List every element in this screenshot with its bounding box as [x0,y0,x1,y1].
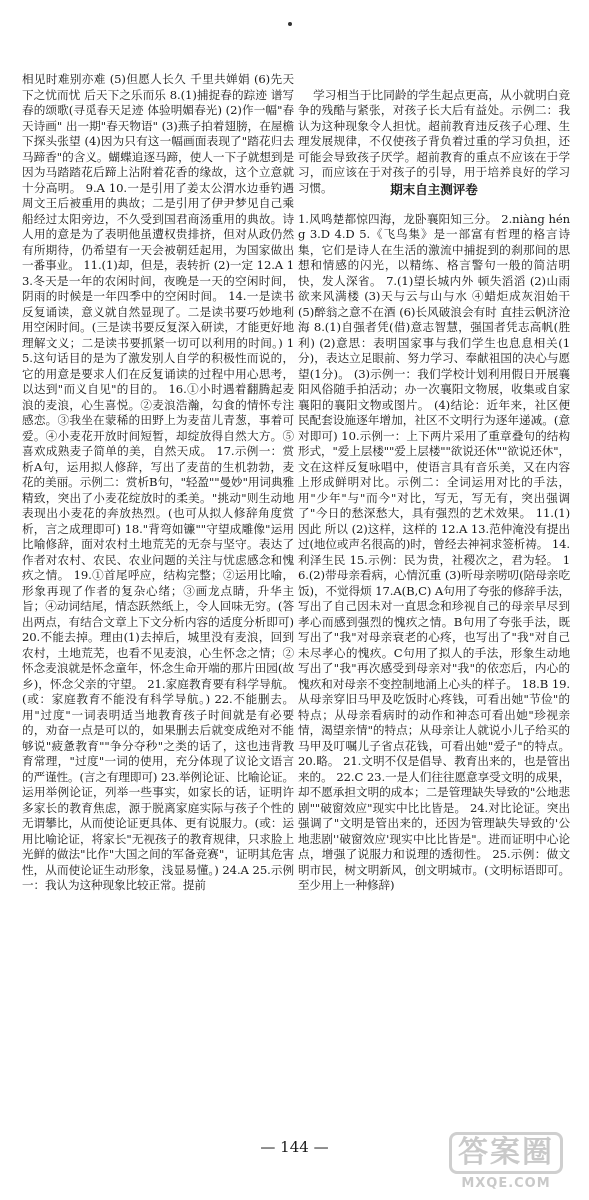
top-mark [288,22,292,26]
right-column-body: 学习相当于比同龄的学生起点更高，从小就明白竞争的残酷与紧张，对孩子长大后有益处。示例二：我认为这种现象令人担忧。超前教育违反孩子心理、生理发展规律，不仅使孩子背负着过重的学习负担，还可能会导致孩子厌学。超前教育的重点不应该在于学习，而应该在于对孩子的引导，用于培养良好的学习习惯。 1.风鸣楚都惊四海，龙卧襄阳知三分。 2.niàng héng 3.D 4.D 5.《飞鸟集》是一部富有哲理的格言诗集，它们是诗人在生活的激流中捕捉到的刹那间的思想和情感的闪光，以精练、格言警句一般的简洁明快，发人深省。 7.(1)望长城内外 顿失滔滔 (2)山雨欲来风满楼 (3)天与云与山与水 ④蜡炬成灰泪始干 (5)醉翁之意不在酒 (6)长风破浪会有时 直挂云帆济沧海 8.(1)自强者凭(借)意志智慧，强国者凭志高帆(胜利) (2)意思：表明国家事与我们学生也息息相关(1分)，表达立足眼前、努力学习、奉献祖国的决心与愿望(1分)。 (3)示例一：我们学校计划利用假日开展襄阳风俗随手拍活动；办一次襄阳文物展，收集或自家襄阳的襄阳文物或图片。 (4)结论：近年来，社区便民配套设施逐年增加，社区不文明行为逐年递减。(意对即可) 10.示例一：上下两片采用了重章叠句的结构形式，"爱上层楼""爱上层楼""欲说还休""欲说还休"，文在这样反复咏唱中，使语言具有音乐美，又在内容上形成鲜明对比。示例二：全词运用对比的手法，用"少年"与"而今"对比，写无，写无有，突出强调了"今日的愁深愁大，具有强烈的艺术效果。 11.(1)因此 所以 (2)这样，这样的 12.A 13.范仲淹没有提出过(地位或声名很高的)时，曾经去神祠求签析祷。 14.利泽生民 15.示例：民为贵，社稷次之，君为轻。 16.(2)带母亲看病，心情沉重 (3)听母亲唠叨(陪母亲吃饭)，不觉得烦 17.A(B,C) A句用了夸张的修辞手法，写出了自己因未对一直思念和珍视自己的母亲早尽到孝心而感到强烈的愧疚之情。B句用了夸张手法，既写出了"我"对母亲衰老的心疼，也写出了"我"对自己未尽孝心的愧疚。C句用了拟人的手法，形象生动地写出了"我"再次感受到母亲对"我"的依恋后，内心的愧疚和对母亲不变控制地涌上心头的样子。 18.B 19.从母亲穿旧马甲及吃饭时心疼钱，可看出她"节俭"的特点；从母亲看病时的动作和神态可看出她"珍视亲情，渴望亲情"的特点；从母亲让人就说小儿子给买的马甲及叮嘱儿子省点花钱，可看出她"爱子"的特点。 20.略。 21.文明不仅是倡导、教育出来的，也是管出来的。 22.C 23.一是人们往往愿意享受文明的成果，却不愿承担文明的成本；二是管理缺失导致的"公地悲剧""破窗效应"现实中比比皆是。 24.对比论证。突出强调了"文明是管出来的，还因为管理缺失导致的'公地悲剧''破窗效应'现实中比比皆是"。进而证明中心论点，增强了说服力和说理的透彻性。 25.示例：做文明市民，树文明新风，创文明城市。(文明标语即可。至少用上一种修辞) [298,87,570,892]
site-watermark [431,1132,581,1190]
section-title: 期末自主测评卷 [390,182,478,197]
watermark-logo: 答案圈 [449,1132,563,1174]
page-number: — 144 — [260,1138,329,1156]
left-column-text: 相见时难别亦难 (5)但愿人长久 千里共婵娟 (6)先天下之忧而忧 后天下之乐而乐 8.(1)捕捉春的踪迹 谱写春的颂歌(寻觅春天足迹 体验明媚春光) (2)作一幅"春天诗画" 出一期"春天物语" (3)燕子拍着翅膀，在屋檐下探头张望 (4)因为只有这一幅画面表现了"踏花归去马蹄香"的含义。蝴蝶追逐马蹄，使人一下子就想到是因为马踏踏花后蹄上沾附着花香的缘故，这个立意就十分高明。 9.A 10.一是引用了姜太公渭水边垂钓遇周文王后被重用的典故；二是引用了伊尹梦见自己乘船经过太阳旁边，不久受到国君商汤重用的典故。诗人用的意是为了表明他虽遭权贵排挤，但对从政仍然有所期待，仍希望有一天会被朝廷起用，为国家做出一番事业。 11.(1)却，但是，表转折 (2)一定 12.A 13.冬天是一年的农闲时间，夜晚是一天的空闲时间，阴雨的时候是一年四季中的空闲时间。 14.一是读书反复诵读，意义就自然显现了。二是读书要巧妙地利用空闲时间。(三是读书要反复深入研读，才能更好地理解文义；二是读书要抓紧一切可以利用的时间。) 15.这句话目的是为了激发别人自学的积极性而说的，它的用意是要求人们在反复诵读的过程中用心思考，以达到"而义自见"的目的。 16.①小时遇着翻腾起麦浪的麦浪，心生喜悦。②麦浪浩瀚，勾食的情怀专注感恋。③我坐在蒙稀的田野上为麦苗儿青葱，事着可爱。④小麦花开放时间短暂，却绽放得自然大方。⑤喜欢成熟麦子简单的美，自然天成。 17.示例一：赏析A句，运用拟人修辞，写出了麦苗的生机勃勃，麦花的美丽。示例二：赏析B句，"轻盈""曼妙"用词典雅精致，突出了小麦花绽放时的柔美。"挑动"则生动地表现出小麦花的奔放热烈。(也可从拟人修辞角度赏析，言之成理即可) 18."背弯如镰""守望成雕像"运用比喻修辞，面对农村土地荒芜的无奈与坚守。表达了作者对农村、农民、农业问题的关注与忧虑感念和愧疚之情。 19.①首尾呼应，结构完整；②运用比喻，形象再现了作者的复杂心绪；③画龙点睛，升华主旨；④动词结尾，情态跃然纸上，令人回味无穷。(答出两点，有结合文章上下文分析内容的适度分析即可) 20.不能去掉。理由(1)去掉后，城里没有麦浪，回到农村，土地荒芜，也看不见麦浪，心生怀念之情；②怀念麦浪就是怀念童年，怀念生命开端的那片田园(故乡)，怀念父亲的守望。 21.家庭教育要有科学导航。(或：家庭教育不能没有科学导航。) 22.不能删去。用"过度"一词表明适当地教育孩子时间就是有必要的，劝奋一点是可以的，如果删去后就变成绝对不能够说"疲惫教育""争分夺秒"之类的话了，这也违背教育常理，"过度"一词的使用，充分体现了议论文语言的严谨性。(言之有理即可) 23.举例论证、比喻论证。运用举例论证，列举一些事实，如家长的话，证明许多家长的教育焦虑，源于脱离家庭实际与孩子个性的无谓攀比，从而使论证更具体、更有说服力。(或：运用比喻论证，将家长"无视孩子的教育规律，只求脸上光鲜的做法"比作"大国之间的军备竞赛"，证明其危害性，从而使论证生动形象，浅显易懂。) 24.A 25.示例一：我认为这种现象比较正常。提前 [22,72,298,892]
watermark-url: MXQE.COM [461,1175,551,1191]
